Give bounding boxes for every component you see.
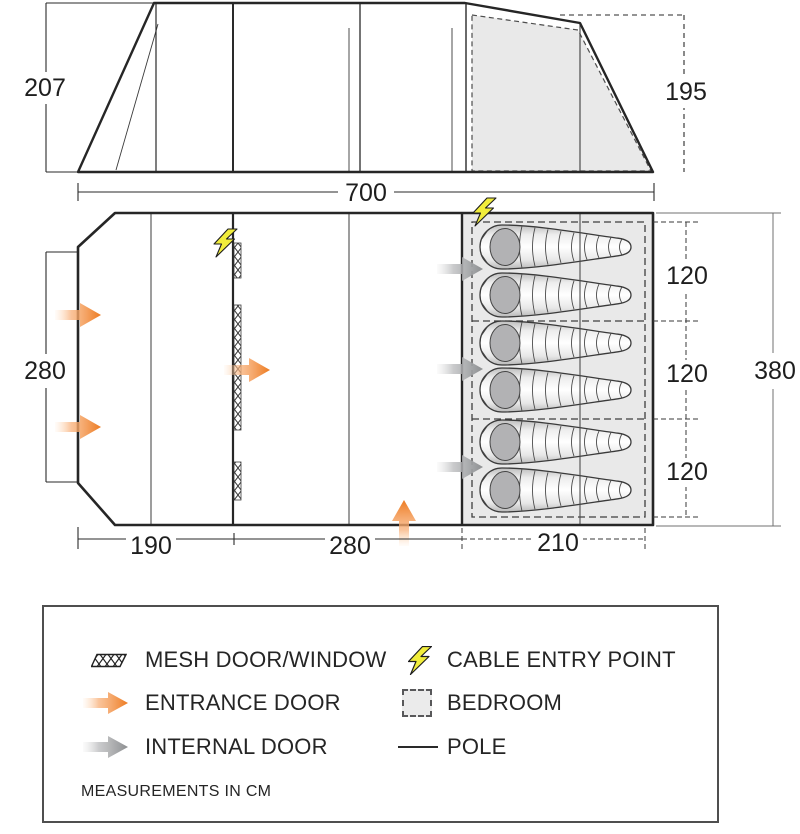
side-height-label: 207 [24, 74, 66, 102]
dimension-280-left [20, 252, 78, 482]
dimension-700 [78, 179, 654, 207]
entrance-door-arrow [224, 358, 270, 382]
legend-label-cable: CABLE ENTRY POINT [447, 647, 676, 672]
legend-label-mesh: MESH DOOR/WINDOW [145, 647, 387, 672]
total-width-label: 700 [345, 179, 387, 207]
internal-door-arrow-icon [83, 735, 145, 759]
section-height-label-1: 120 [666, 262, 708, 290]
legend-item-bedroom [402, 688, 562, 718]
mesh-panel-bottom [234, 462, 241, 500]
mesh-door-icon [83, 653, 145, 668]
side-view-inner-slant-pole [116, 24, 158, 170]
lightning-bolt-icon [402, 646, 447, 675]
side-view-seam-lines [156, 3, 466, 172]
floor-plan-view [20, 198, 800, 560]
bottom-segment-label-2: 280 [329, 532, 371, 560]
dimension-120-sections [653, 222, 712, 517]
legend-item-internal [83, 732, 328, 762]
dimension-207 [22, 3, 154, 172]
measurements-note: MEASUREMENTS IN CM [81, 783, 272, 800]
legend-label-bedroom: BEDROOM [447, 690, 563, 715]
side-elevation-view [22, 3, 710, 207]
section-height-label-3: 120 [666, 458, 708, 486]
bedroom-height-label: 195 [665, 78, 707, 106]
pole-line-icon [398, 746, 447, 748]
mesh-panel-top [234, 243, 241, 278]
legend-item-entrance [83, 688, 341, 718]
legend-item-cable [402, 645, 676, 675]
legend-box [42, 605, 719, 823]
section-height-label-2: 120 [666, 360, 708, 388]
right-height-label: 380 [754, 357, 796, 385]
legend-item-pole [398, 732, 507, 762]
legend-label-entrance: ENTRANCE DOOR [145, 690, 341, 715]
side-view-bedroom-shade [472, 15, 651, 171]
legend-label-pole: POLE [447, 734, 507, 759]
legend-label-internal: INTERNAL DOOR [145, 734, 328, 759]
entrance-door-arrow-icon [83, 691, 145, 715]
dimension-bottom [78, 527, 645, 560]
left-height-label: 280 [24, 357, 66, 385]
bottom-segment-label-1: 190 [130, 532, 172, 560]
bottom-segment-label-3: 210 [537, 529, 579, 557]
bedroom-swatch-icon [402, 689, 447, 717]
legend-item-mesh [83, 645, 387, 675]
